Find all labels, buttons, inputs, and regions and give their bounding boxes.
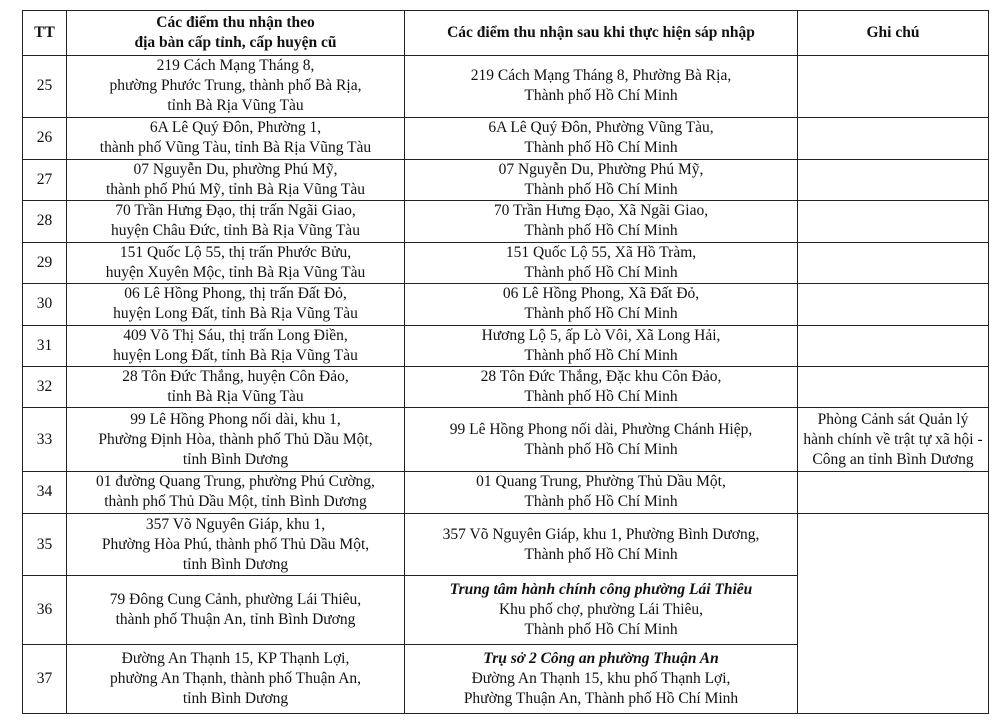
old-address: 28 Tôn Đức Thắng, huyện Côn Đảo, tỉnh Bà Rịa Vũng Tàu	[67, 367, 405, 408]
row-number: 32	[23, 367, 67, 408]
row-number: 28	[23, 201, 67, 242]
table-row	[23, 325, 989, 366]
old-address: 99 Lê Hồng Phong nối dài, khu 1, Phường Định Hòa, thành phố Thủ Dầu Một, tỉnh Bình Dương	[67, 408, 405, 472]
old-address: 151 Quốc Lộ 55, thị trấn Phước Bửu, huyện Xuyên Mộc, tỉnh Bà Rịa Vũng Tàu	[67, 242, 405, 283]
table-row	[23, 159, 989, 200]
old-address: 06 Lê Hồng Phong, thị trấn Đất Đỏ, huyện Long Đất, tỉnh Bà Rịa Vũng Tàu	[67, 284, 405, 325]
table-row	[23, 472, 989, 513]
row-number: 25	[23, 55, 67, 118]
new-address: 06 Lê Hồng Phong, Xã Đất Đỏ, Thành phố Hồ Chí Minh	[405, 284, 798, 325]
table-row	[23, 367, 989, 408]
new-address: 28 Tôn Đức Thắng, Đặc khu Côn Đảo, Thành phố Hồ Chí Minh	[405, 367, 798, 408]
note-cell	[798, 159, 989, 200]
table-row	[23, 118, 989, 159]
row-number: 26	[23, 118, 67, 159]
table-row	[23, 284, 989, 325]
old-address: 70 Trần Hưng Đạo, thị trấn Ngãi Giao, huyện Châu Đức, tỉnh Bà Rịa Vũng Tàu	[67, 201, 405, 242]
row-number: 29	[23, 242, 67, 283]
note-cell	[798, 576, 989, 645]
new-address: 07 Nguyễn Du, Phường Phú Mỹ, Thành phố Hồ Chí Minh	[405, 159, 798, 200]
note-cell	[798, 118, 989, 159]
new-address: 6A Lê Quý Đôn, Phường Vũng Tàu, Thành phố Hồ Chí Minh	[405, 118, 798, 159]
new-address: 99 Lê Hồng Phong nối dài, Phường Chánh Hiệp, Thành phố Hồ Chí Minh	[405, 408, 798, 472]
note-cell	[798, 513, 989, 576]
table-row	[23, 576, 989, 645]
header-tt: TT	[23, 11, 67, 56]
note-cell	[798, 284, 989, 325]
note-cell: Phòng Cảnh sát Quản lý hành chính về trật tự xã hội - Công an tỉnh Bình Dương	[798, 408, 989, 472]
note-cell	[798, 472, 989, 513]
row-number: 33	[23, 408, 67, 472]
note-cell	[798, 242, 989, 283]
row-number: 27	[23, 159, 67, 200]
old-address: 01 đường Quang Trung, phường Phú Cường, thành phố Thủ Dầu Một, tỉnh Bình Dương	[67, 472, 405, 513]
old-address: 79 Đông Cung Cảnh, phường Lái Thiêu, thành phố Thuận An, tỉnh Bình Dương	[67, 576, 405, 645]
note-cell	[798, 325, 989, 366]
old-address: 409 Võ Thị Sáu, thị trấn Long Điền, huyện Long Đất, tỉnh Bà Rịa Vũng Tàu	[67, 325, 405, 366]
new-address: 70 Trần Hưng Đạo, Xã Ngãi Giao, Thành phố Hồ Chí Minh	[405, 201, 798, 242]
row-number: 36	[23, 576, 67, 645]
new-address: 219 Cách Mạng Tháng 8, Phường Bà Rịa, Thành phố Hồ Chí Minh	[405, 55, 798, 118]
old-address: 07 Nguyễn Du, phường Phú Mỹ, thành phố Phú Mỹ, tỉnh Bà Rịa Vũng Tàu	[67, 159, 405, 200]
table-row	[23, 242, 989, 283]
note-cell	[798, 645, 989, 714]
old-address: 6A Lê Quý Đôn, Phường 1, thành phố Vũng Tàu, tỉnh Bà Rịa Vũng Tàu	[67, 118, 405, 159]
new-address: Hương Lộ 5, ấp Lò Vôi, Xã Long Hải, Thành phố Hồ Chí Minh	[405, 325, 798, 366]
old-address: Đường An Thạnh 15, KP Thạnh Lợi, phường An Thạnh, thành phố Thuận An, tỉnh Bình Dương	[67, 645, 405, 714]
note-cell	[798, 367, 989, 408]
table-header-row	[23, 11, 989, 56]
row-number: 30	[23, 284, 67, 325]
header-note: Ghi chú	[798, 11, 989, 56]
header-old-locations: Các điểm thu nhận theo địa bàn cấp tỉnh, cấp huyện cũ	[67, 11, 405, 56]
table-row	[23, 201, 989, 242]
table-row	[23, 645, 989, 714]
note-cell	[798, 55, 989, 118]
row-number: 35	[23, 513, 67, 576]
new-address: 151 Quốc Lộ 55, Xã Hồ Tràm, Thành phố Hồ Chí Minh	[405, 242, 798, 283]
new-address: Trung tâm hành chính công phường Lái Thiêu Khu phố chợ, phường Lái Thiêu, Thành phố Hồ Chí Minh	[405, 576, 798, 645]
table-row	[23, 408, 989, 472]
new-address-heading: Trung tâm hành chính công phường Lái Thiêu	[449, 581, 753, 599]
row-number: 34	[23, 472, 67, 513]
table-row	[23, 55, 989, 118]
new-address: Trụ sở 2 Công an phường Thuận An Đường An Thạnh 15, khu phố Thạnh Lợi, Phường Thuận An, Thành phố Hồ Chí Minh	[405, 645, 798, 714]
new-address-heading: Trụ sở 2 Công an phường Thuận An	[483, 650, 719, 668]
old-address: 357 Võ Nguyên Giáp, khu 1, Phường Hòa Phú, thành phố Thủ Dầu Một, tỉnh Bình Dương	[67, 513, 405, 576]
row-number: 37	[23, 645, 67, 714]
header-new-locations: Các điểm thu nhận sau khi thực hiện sáp nhập	[405, 11, 798, 56]
table-row	[23, 513, 989, 576]
note-cell	[798, 201, 989, 242]
address-table	[22, 10, 989, 714]
new-address: 01 Quang Trung, Phường Thủ Dầu Một, Thành phố Hồ Chí Minh	[405, 472, 798, 513]
row-number: 31	[23, 325, 67, 366]
old-address: 219 Cách Mạng Tháng 8, phường Phước Trung, thành phố Bà Rịa, tỉnh Bà Rịa Vũng Tàu	[67, 55, 405, 118]
new-address: 357 Võ Nguyên Giáp, khu 1, Phường Bình Dương, Thành phố Hồ Chí Minh	[405, 513, 798, 576]
